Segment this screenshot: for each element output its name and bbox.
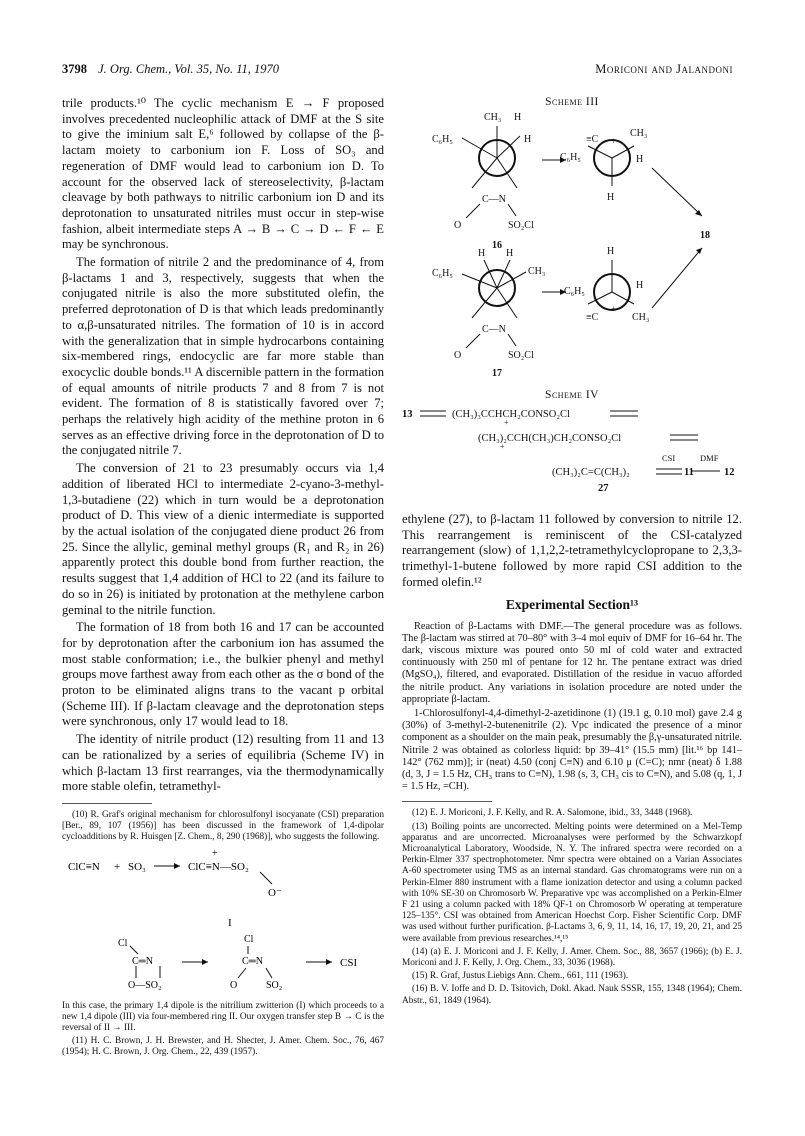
svg-text:H: H bbox=[514, 112, 522, 123]
svg-text:SO₂Cl: SO₂Cl bbox=[508, 350, 534, 361]
footnote-10: (10) R. Graf's original mechanism for chlorosulfonyl isocyanate (CSI) preparation [Ber., 89, 107 (1956)] has been discussed in the framework of 1,4-dipolar cycloadditions by R. Huisgen [Z. Chem., 8, 290 (1968)], who suggests the following. bbox=[62, 809, 384, 843]
footnote-16: (16) B. V. Ioffe and D. D. Tsitovich, Dokl. Akad. Nauk SSSR, 155, 1348 (1964); Chem. Abstr., 61, 1849 (1964). bbox=[402, 984, 742, 1006]
page-number: 3798 bbox=[62, 62, 87, 76]
svg-text:CH₃: CH₃ bbox=[630, 128, 648, 139]
svg-text:C—N: C—N bbox=[482, 194, 506, 205]
svg-text:H: H bbox=[636, 280, 644, 291]
svg-text:H: H bbox=[524, 134, 532, 145]
svg-text:11: 11 bbox=[684, 467, 694, 478]
svg-text:(CH₃)₂CCH(CH₃)CH₂CONSO₂Cl: (CH₃)₂CCH(CH₃)CH₂CONSO₂Cl bbox=[478, 433, 622, 444]
svg-text:O⁻: O⁻ bbox=[268, 886, 282, 899]
body-paragraph: ethylene (27), to β-lactam 11 followed by conversion to nitrile 12. This rearrangement is reminiscent of the CSI-catalyzed rearrangement (slow) of 1,1,2,2-tetramethylcyclopropane to 2,3,3-trimethyl-1-butene followed by more rapid CSI addition to the formed olefin.¹² bbox=[402, 512, 742, 589]
svg-text:C₆H₅: C₆H₅ bbox=[560, 152, 581, 163]
footnote-14: (14) (a) E. J. Moriconi and J. F. Kelly, J. Amer. Chem. Soc., 88, 3657 (1966); (b) E. J. Moriconi and J. F. Kelly, J. Org. Chem., 33, 3036 (1968). bbox=[402, 946, 742, 968]
svg-text:I: I bbox=[228, 916, 232, 929]
compound-17: 17 bbox=[492, 368, 502, 378]
svg-text:SO₂: SO₂ bbox=[266, 979, 283, 991]
compound-16: 16 bbox=[492, 240, 502, 251]
svg-text:H: H bbox=[607, 192, 615, 203]
svg-text:(CH₃)₃CCHCH₂CONSO₂Cl: (CH₃)₃CCHCH₂CONSO₂Cl bbox=[452, 409, 570, 420]
body-paragraph: The formation of nitrile 2 and the predominance of 4, from β-lactams 1 and 3, respectively, suggests that when the conjugated nitrile is also the more substituted olefin, the preferred deprotonation of D is that which leads predominantly to α,β-unsaturated nitriles. The formation of 10 is in accord with the generalization that in simple hydrocarbons containing six-membered rings, endocyclic are far more stable than exocyclic double bonds.¹¹ A discernible pattern in the formation of equal amounts of nitrile products 7 and 8 from 7 is not evident. The formation of 8 is statistically favored over 7; perhaps the relatively high acidity of the methine proton in 6 serves as an effective driving force in the deprotonation of D to the conjugated nitrile 7. bbox=[62, 255, 384, 458]
svg-text:H: H bbox=[506, 248, 514, 259]
svg-text:O: O bbox=[230, 979, 238, 991]
svg-text:+: + bbox=[114, 860, 121, 873]
scheme-4-title: Scheme IV bbox=[545, 389, 599, 401]
footnote-12: (12) E. J. Moriconi, J. F. Kelly, and R. A. Salomone, ibid., 33, 3448 (1968). bbox=[412, 808, 693, 819]
svg-text:C₆H₅: C₆H₅ bbox=[432, 268, 453, 279]
svg-text:C₆H₅: C₆H₅ bbox=[432, 134, 453, 145]
compound-18: 18 bbox=[700, 230, 710, 241]
reagent-clcn: ClC≡N bbox=[68, 860, 100, 873]
body-paragraph: The identity of nitrile product (12) resulting from 11 and 13 can be rationalized by a series of equilibria (Scheme IV) in which β-lactam 13 first rearranges, via the thermodynamically more stable olefin, tetramethyl- bbox=[62, 732, 384, 794]
svg-text:+: + bbox=[500, 442, 505, 451]
scheme-3-diagram bbox=[402, 108, 742, 378]
body-paragraph: trile products.¹⁰ The cyclic mechanism E → F proposed involves precedented nucleophilic attack of DMF at the S site to give the iminium salt E,⁶ followed by collapse of the β-lactam moiety to carbonium ion F. Loss of SO₃ and regeneration of DMF would lead to carbonium ion D. To account for the observed lack of stereoselectivity, β-lactam cleavage by both pathways to nitrilic carbonium ion D and its deprotonation to unsaturated nitriles must occur in step-wise fashion, albeit intermediate steps A → B → C → D ← F ← E may be synchronous. bbox=[62, 96, 384, 252]
running-header-authors: Moriconi and Jalandoni bbox=[595, 62, 733, 76]
footnote-13: (13) Boiling points are uncorrected. Melting points were determined on a Mel-Temp apparatus and are uncorrected. Microanalyses were performed by the Schwarzkopf Microanalytical Laboratory, Woodside, N. Y. The infrared spectra were recorded on a Perkin-Elmer 337 spectrophotometer. Nmr spectra were obtained on a Varian Associates A-60 spectrometer using TMS as an internal standard. Gas chromatograms were run on a Perkin-Elmer 880 instrument with a flame ionization detector and using a column packed with 10% SE-30 on Chromosorb W. Preparative vpc was accomplished on a Perkin-Elmer F 21 using a column packed with 18% QF-1 on Chromosorb W operating at temperature 125–135°. CSI was obtained from American Hoechst Corp. Fisher Scientific Corp. DMF was used without further purification. β-Lactams 3, 6, 9, 11, 14, 16, 17, 19, 20, 21, and 25 were available from previous researches.¹⁴,¹⁵ bbox=[402, 821, 742, 944]
svg-text:H: H bbox=[636, 154, 644, 165]
svg-text:CH₃: CH₃ bbox=[632, 312, 650, 323]
svg-text:CH₃: CH₃ bbox=[528, 266, 546, 277]
svg-text:Cl: Cl bbox=[244, 933, 254, 945]
product-csi: CSI bbox=[340, 956, 358, 969]
svg-text:C—N: C—N bbox=[482, 324, 506, 335]
svg-text:H: H bbox=[607, 246, 615, 257]
svg-text:O: O bbox=[454, 350, 462, 361]
svg-text:+: + bbox=[212, 847, 218, 859]
footnote-10-continued: In this case, the primary 1,4 dipole is the nitrilium zwitterion (I) which proceeds to a new 1,4 dipole (III) via four-membered ring II. Our oxygen transfer step B → C is the reversal of II → III. bbox=[62, 1000, 384, 1033]
svg-text:C═N: C═N bbox=[132, 955, 153, 967]
svg-text:CSI: CSI bbox=[662, 453, 676, 463]
svg-text:+: + bbox=[611, 136, 617, 146]
svg-text:CH₃: CH₃ bbox=[484, 112, 502, 123]
running-header-left bbox=[62, 62, 279, 77]
footnote-divider bbox=[402, 801, 492, 802]
svg-text:12: 12 bbox=[724, 467, 735, 478]
footnote-15: (15) R. Graf, Justus Liebigs Ann. Chem., 661, 111 (1963). bbox=[412, 971, 629, 982]
experimental-section-title: Experimental Section¹³ bbox=[505, 596, 639, 612]
svg-text:C═N: C═N bbox=[242, 955, 263, 967]
svg-text:+: + bbox=[611, 304, 617, 314]
svg-text:Cl: Cl bbox=[118, 937, 128, 949]
svg-text:(CH₃)₂C=C(CH₃)₂: (CH₃)₂C=C(CH₃)₂ bbox=[552, 467, 630, 478]
experimental-paragraph: Reaction of β-Lactams with DMF.—The general procedure was as follows. The β-lactam was stirred at 70–80° with 3–4 mol equiv of DMF for 16–64 hr. The dark, viscous mixture was poured onto 50 ml of cold water and extracted continuously with 250 ml of pentane for 12 hr. The pentane extract was dried (MgSO₄), filtered, and evaporated. Distillation of the residue in vacuo afforded the nitrile product. Any variations in isolation procedure are noted under the appropriate β-lactam. bbox=[402, 620, 742, 705]
csi-mechanism-scheme bbox=[62, 846, 384, 996]
svg-text:O—SO₂: O—SO₂ bbox=[128, 979, 162, 991]
svg-text:H: H bbox=[478, 248, 486, 259]
scheme-3-title: Scheme III bbox=[545, 96, 599, 108]
footnote-divider bbox=[62, 803, 152, 804]
svg-text:C₆H₅: C₆H₅ bbox=[564, 286, 585, 297]
experimental-paragraph: 1-Chlorosulfonyl-4,4-dimethyl-2-azetidinone (1) (19.1 g, 0.10 mol) gave 2.4 g (30%) of 3-methyl-2-butenenitrile (2). Vpc indicated the presence of a minor component as a shoulder on the main peak, presumably the β,γ-unsaturated nitrile. Nitrile 2 was obtained as colorless liquid: bp 39–41° (15.5 mm) [lit.¹⁶ bp 141–142° (762 mm)]; ir (neat) 4.50 (conj C≡N) and 6.10 μ (C=C); nmr (neat) δ 1.88 (d, 3, J = 1.5 Hz, CH₃ trans to C≡N), 1.98 (s, 3, CH₃ cis to C≡N), and 5.08 (q, 1, J = 1.5 Hz, =CH). bbox=[402, 707, 742, 793]
svg-text:SO₂Cl: SO₂Cl bbox=[508, 220, 534, 231]
footnote-11: (11) H. C. Brown, J. H. Brewster, and H. Shecter, J. Amer. Chem. Soc., 76, 467 (1954); H. C. Brown, J. Org. Chem., 22, 439 (1957). bbox=[62, 1036, 384, 1058]
right-column bbox=[402, 96, 742, 1009]
svg-text:13: 13 bbox=[402, 409, 413, 420]
left-column bbox=[62, 96, 384, 1061]
svg-text:DMF: DMF bbox=[700, 453, 719, 463]
svg-text:O: O bbox=[454, 220, 462, 231]
svg-text:≡C: ≡C bbox=[586, 312, 599, 323]
svg-text:27: 27 bbox=[598, 483, 609, 494]
body-paragraph: The formation of 18 from both 16 and 17 can be accounted for by deprotonation after the carbonium ion has assumed the most stable conformation; i.e., the bulkier phenyl and methyl groups move farthest away from each other as the σ bond of the proton to be eliminated aligns trans to the vacant p orbital (Scheme III). If β-lactam cleavage and the deprotonation steps were synchronous, only 17 would lead to 18. bbox=[62, 620, 384, 729]
svg-text:≡C: ≡C bbox=[586, 134, 599, 145]
journal-citation: J. Org. Chem., Vol. 35, No. 11, 1970 bbox=[98, 62, 280, 76]
scheme-4-diagram bbox=[402, 401, 742, 501]
svg-text:SO₃: SO₃ bbox=[128, 860, 146, 873]
body-paragraph: The conversion of 21 to 23 presumably occurs via 1,4 addition of liberated HCl to intermediate 2-cyano-3-methyl-1,3-butadiene (22) which in turn would be a deprotonation product of D. This view of a dienic intermediate is supported by the actual isolation of the conjugated diene product 26 from 25. Since the allylic, geminal methyl groups (R₁ and R₂ in 26) apparently protect this double bond from further reaction, the results suggest that 1,4 addition of HCl to 22 (and its failure to do so in 26) is initiated by protonation at the methylene carbon geminal to the nitrile function. bbox=[62, 461, 384, 617]
svg-text:+: + bbox=[504, 418, 509, 427]
intermediate-I: ClC≡N—SO₂ bbox=[188, 860, 249, 873]
